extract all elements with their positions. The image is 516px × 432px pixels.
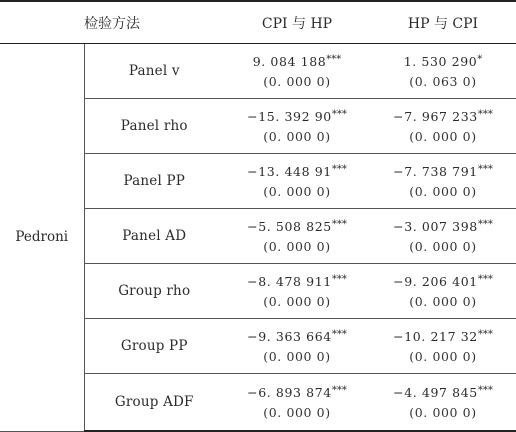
stat-cell [224,374,370,432]
test-name: Group rho [84,264,224,319]
significance-mark: *** [331,274,347,285]
group-label: Pedroni [0,44,84,432]
significance-mark: *** [331,219,347,230]
stat-value: −15. 392 90 [247,109,332,124]
stat-cell [370,44,516,99]
p-value: (0. 063 0) [409,74,477,89]
stat-cell [224,44,370,99]
table-row [0,44,516,99]
significance-mark: * [477,54,483,65]
significance-mark: *** [331,109,347,120]
stat-value: −13. 448 91 [247,164,332,179]
stat-value: −9. 363 664 [247,329,332,344]
header-row [0,1,516,44]
p-value: (0. 000 0) [409,239,477,254]
stat-cell [224,209,370,264]
significance-mark: *** [477,219,493,230]
p-value: (0. 000 0) [409,294,477,309]
p-value: (0. 000 0) [409,349,477,364]
method-header: 检验方法 [0,1,224,44]
stat-cell [224,154,370,209]
test-name: Group ADF [84,374,224,432]
stat-value: −7. 738 791 [393,164,478,179]
test-name: Panel AD [84,209,224,264]
p-value: (0. 000 0) [409,129,477,144]
stat-value: −3. 007 398 [393,219,478,234]
stat-value: −5. 508 825 [247,219,332,234]
significance-mark: *** [477,329,493,340]
p-value: (0. 000 0) [409,184,477,199]
p-value: (0. 000 0) [263,74,331,89]
test-name: Group PP [84,319,224,374]
stat-value: −10. 217 32 [393,329,478,344]
stat-cell [370,319,516,374]
stat-cell [370,99,516,154]
stat-cell [224,319,370,374]
test-name: Panel rho [84,99,224,154]
p-value: (0. 000 0) [409,405,477,420]
stat-cell [370,374,516,432]
hp-cpi-header: HP 与 CPI [370,1,516,44]
stat-cell [224,264,370,319]
stat-cell [370,209,516,264]
significance-mark: *** [477,274,493,285]
stat-value: −7. 967 233 [393,109,478,124]
significance-mark: *** [331,164,347,175]
significance-mark: *** [477,164,493,175]
p-value: (0. 000 0) [263,405,331,420]
p-value: (0. 000 0) [263,349,331,364]
stat-cell [224,99,370,154]
stat-value: −8. 478 911 [247,274,332,289]
stat-value: −9. 206 401 [393,274,478,289]
stat-value: 1. 530 290 [403,54,478,69]
stat-value: 9. 084 188 [252,54,327,69]
test-name: Panel PP [84,154,224,209]
p-value: (0. 000 0) [263,129,331,144]
significance-mark: *** [326,54,342,65]
significance-mark: *** [477,385,493,396]
test-name: Panel v [84,44,224,99]
significance-mark: *** [331,385,347,396]
stat-cell [370,264,516,319]
cpi-hp-header: CPI 与 HP [224,1,370,44]
significance-mark: *** [477,109,493,120]
stat-value: −6. 893 874 [247,385,332,400]
p-value: (0. 000 0) [263,294,331,309]
p-value: (0. 000 0) [263,239,331,254]
stat-value: −4. 497 845 [393,385,478,400]
significance-mark: *** [331,329,347,340]
p-value: (0. 000 0) [263,184,331,199]
stat-cell [370,154,516,209]
